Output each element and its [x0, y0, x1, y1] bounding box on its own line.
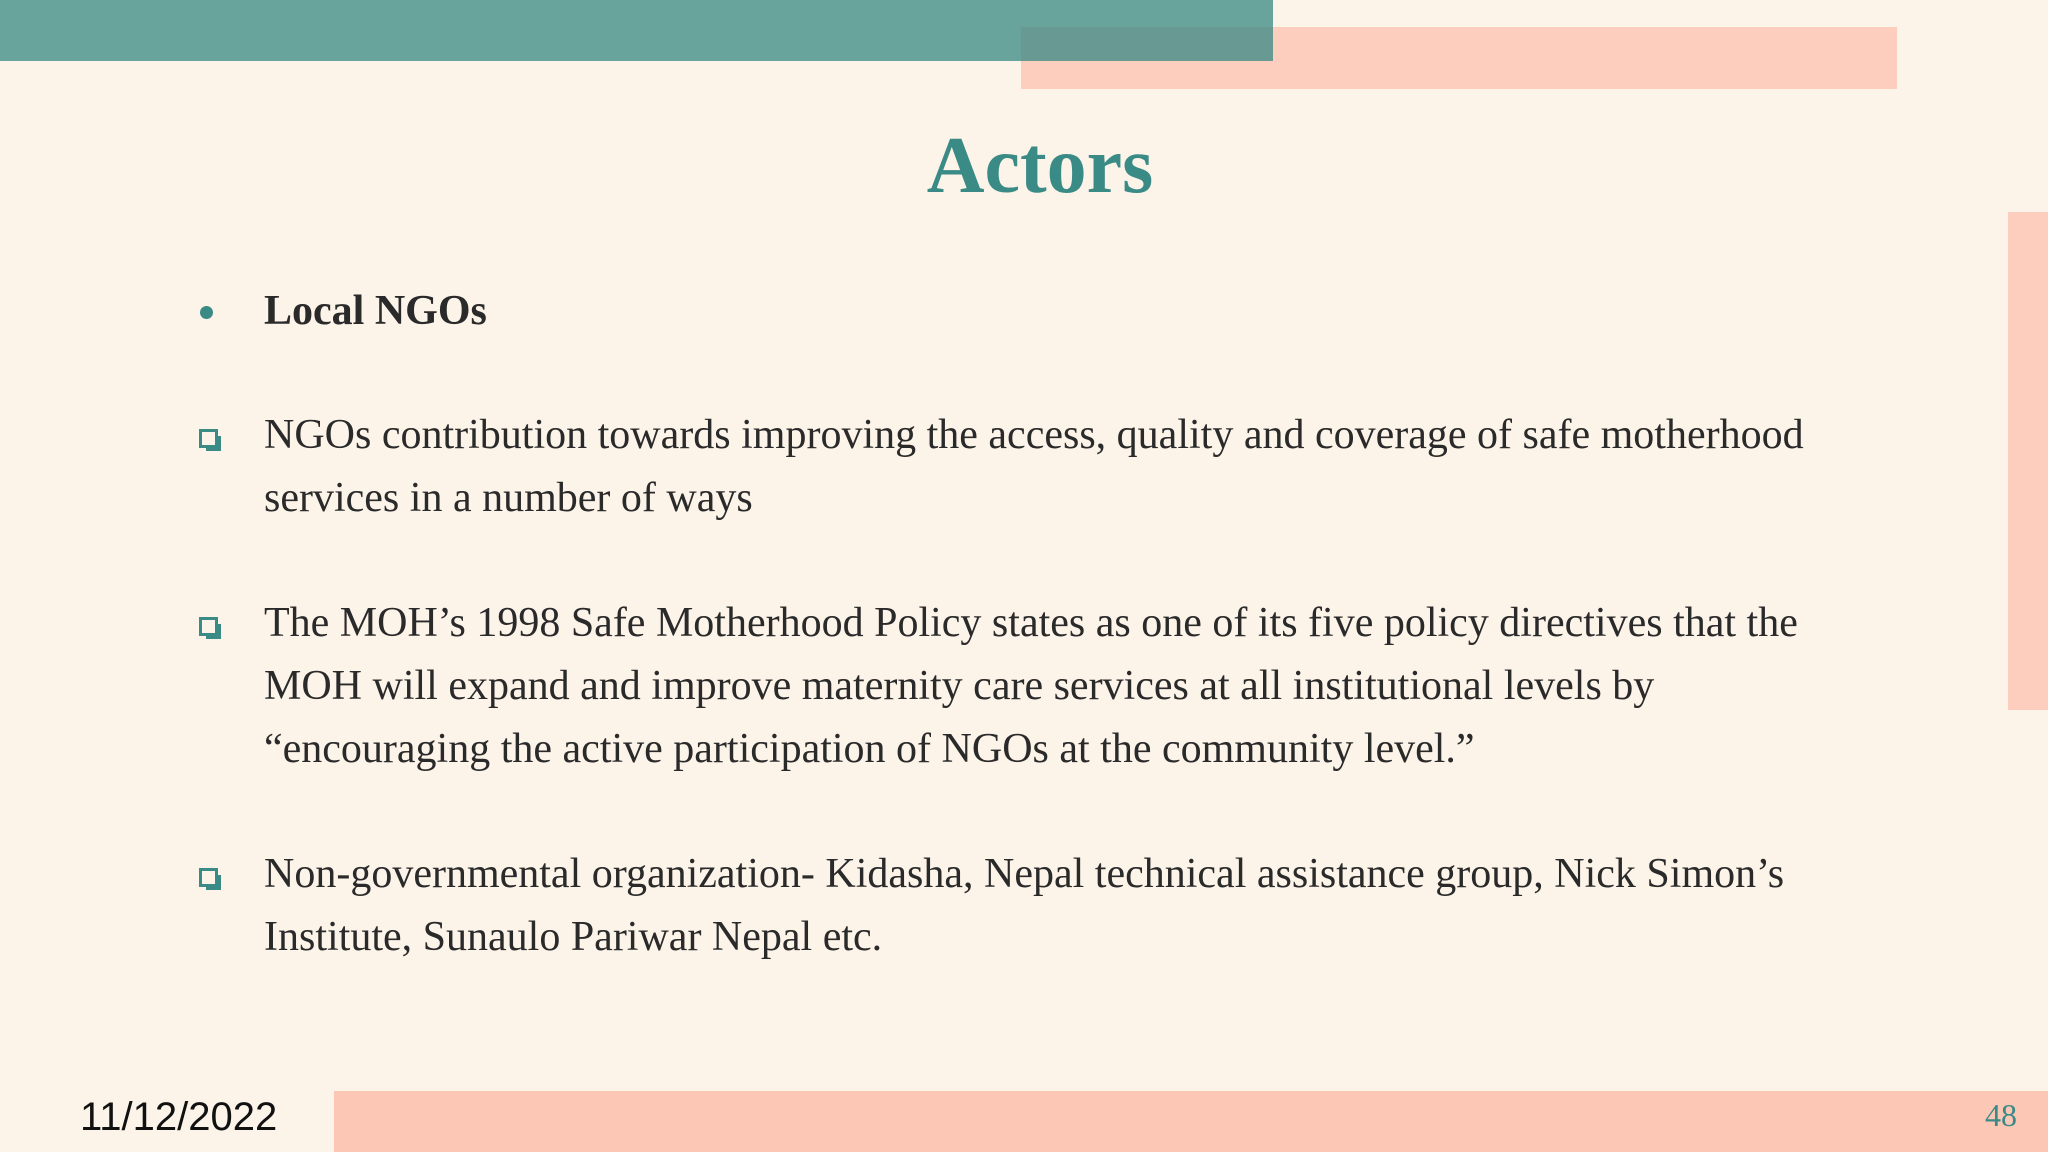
square-bullet-icon: [199, 868, 218, 887]
bullet-item-text: Non-governmental organization- Kidasha, Nepal technical assistance group, Nick Simon’s Institute, Sunaulo Pariwar Nepal etc.: [264, 851, 1785, 960]
bullet-item: [190, 592, 1850, 781]
square-bullet-icon: [199, 429, 218, 448]
section-heading: [190, 280, 1850, 343]
footer-date: 11/12/2022: [80, 1095, 278, 1139]
filled-circle-bullet-icon: [200, 306, 213, 319]
bullet-item: [190, 404, 1850, 530]
square-bullet-icon: [199, 617, 218, 636]
bullet-item: [190, 843, 1850, 969]
decorative-peach-bar-bottom: [334, 1091, 2048, 1152]
section-heading-text: Local NGOs: [264, 288, 487, 334]
decorative-peach-bar-right: [2008, 212, 2048, 710]
slide-title: Actors: [926, 122, 1154, 210]
bullet-item-text: The MOH’s 1998 Safe Motherhood Policy states as one of its five policy directives that the MOH will expand and improve maternity care services at all institutional levels by “encouraging the active participation of NGOs at the community level.”: [264, 600, 1798, 772]
slide-number: 48: [1985, 1097, 2017, 1133]
slide-content: [190, 280, 1850, 1031]
bullet-item-text: NGOs contribution towards improving the access, quality and coverage of safe motherhood services in a number of ways: [264, 412, 1804, 521]
decorative-teal-bar-top: [0, 0, 1273, 61]
